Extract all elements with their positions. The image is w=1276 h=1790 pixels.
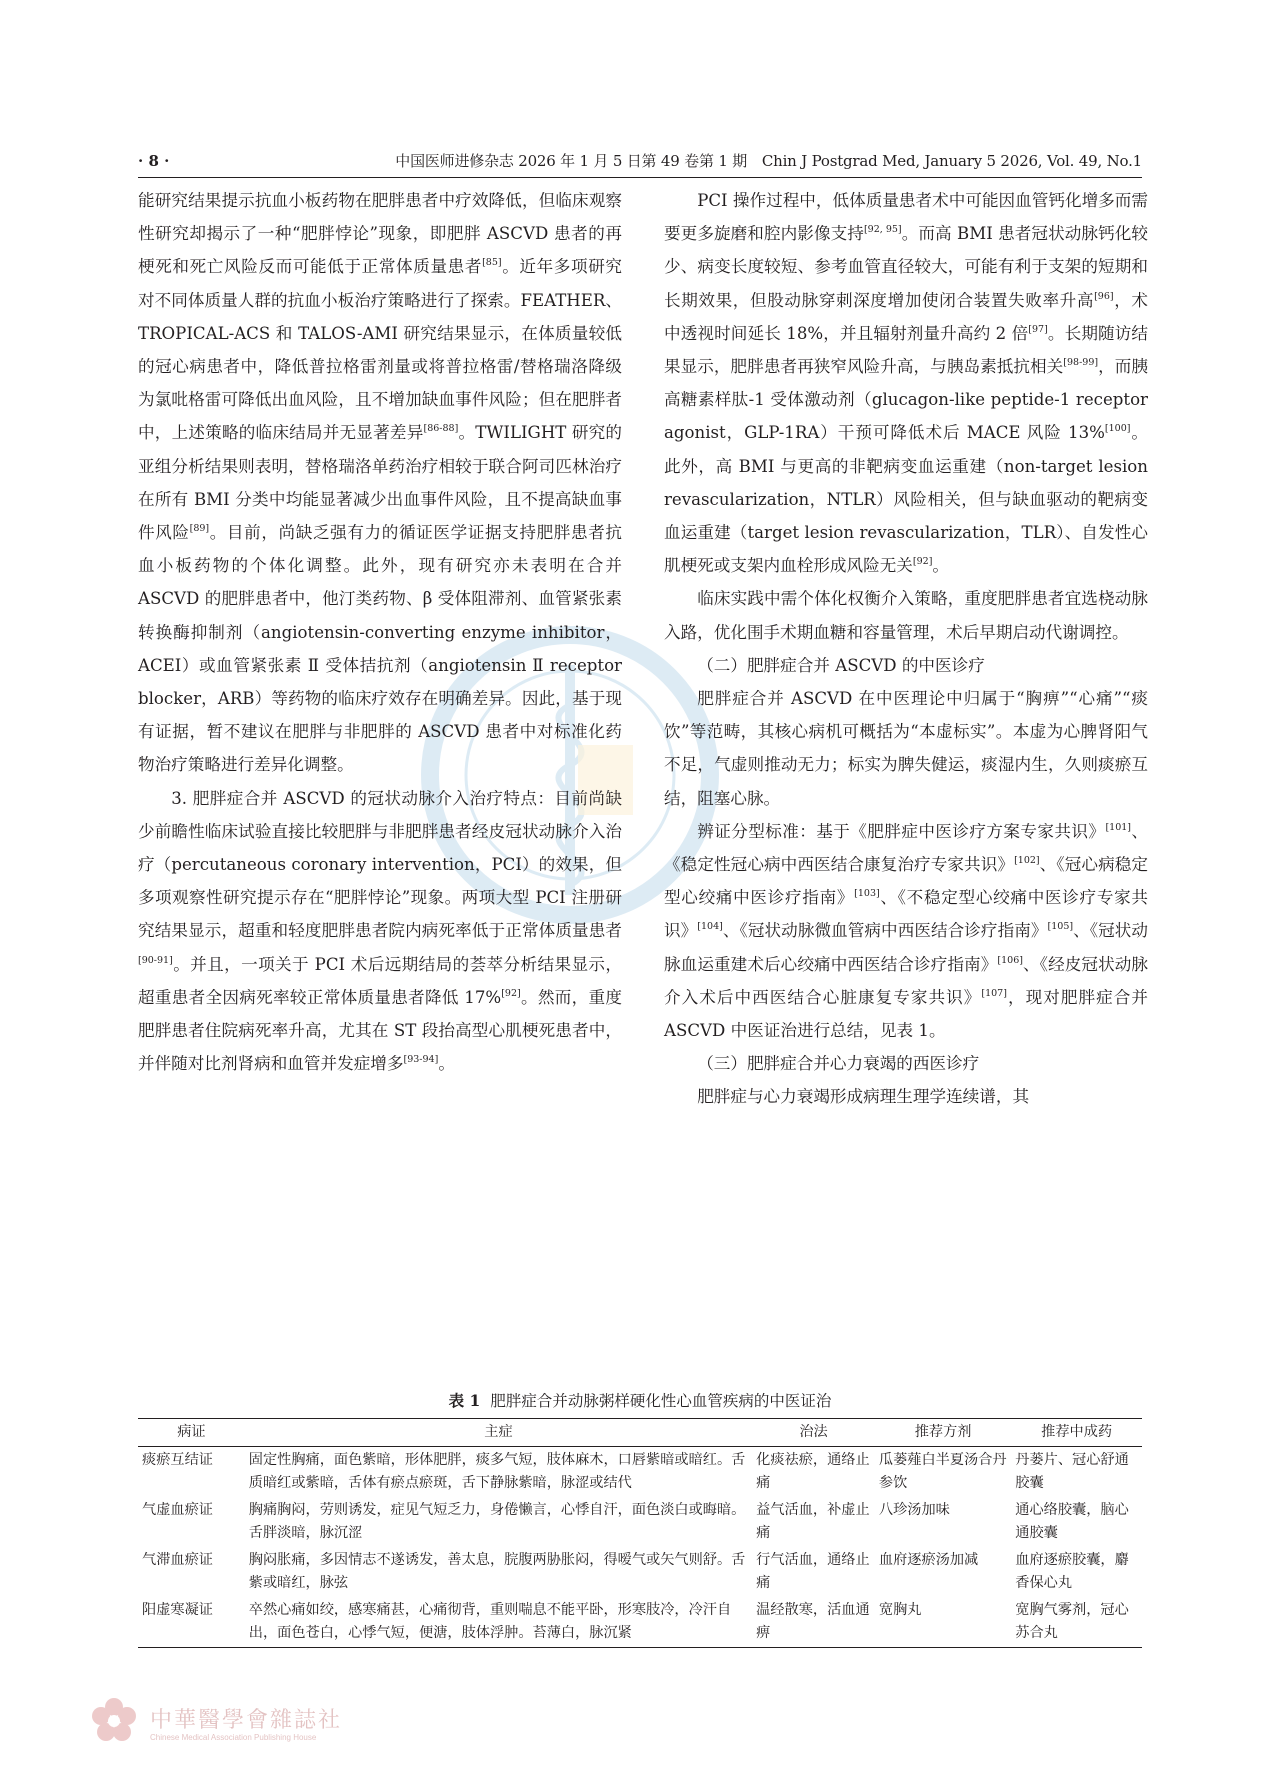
reference: [86-88] — [423, 423, 459, 435]
paragraph — [138, 782, 622, 1081]
text: 、《稳定性冠心病中西医结合康复治疗专家共识》 — [664, 821, 1149, 875]
text: 。并且，一项关于 PCI 术后远期结局的荟萃分析结果显示，超重患者全因病死率较正常体质量患者降低 17% — [138, 954, 622, 1007]
reference: [93-94] — [403, 1054, 439, 1066]
table-cell: 阳虚寒凝证 — [138, 1597, 245, 1648]
reference: [96] — [1094, 290, 1114, 302]
reference: [92, 95] — [863, 224, 902, 236]
table-cell: 血府逐瘀汤加减 — [878, 1552, 979, 1568]
text: 、《冠状动脉血运重建术后心绞痛中西医结合诊疗指南》 — [664, 921, 1149, 974]
table-cell: 卒然心痛如绞，感寒痛甚，心痛彻背，重则喘息不能平卧，形寒肢冷，冷汗自出，面色苍白，心悸气短，便溏，肢体浮肿。苔薄白，脉沉紧 — [245, 1597, 752, 1648]
text: 辨证分型标准：基于《肥胖症中医诊疗方案专家共识》 — [697, 821, 1106, 841]
text: ，现对肥胖症合并 ASCVD 中医证治进行总结，见表 1。 — [664, 987, 1148, 1041]
table-cell: 温经散寒，活血通痹 — [752, 1597, 875, 1648]
table-row — [138, 1597, 1142, 1648]
right-column — [664, 184, 1148, 1114]
reference: [90-91] — [138, 954, 173, 966]
paragraph — [138, 184, 622, 782]
reference: [92] — [501, 987, 521, 999]
column-header: 病证 — [138, 1419, 245, 1447]
column-header: 推荐方剂 — [875, 1419, 1011, 1447]
table-header-row — [138, 1419, 1142, 1447]
table-cell: 通心络胶囊，脑心通胶囊 — [1015, 1502, 1129, 1541]
journal-citation-line: 中国医师进修杂志 2026 年 1 月 5 日第 49 卷第 1 期 Chin J Postgrad Med, January 5 2026, Vol. 49, No.1 — [395, 152, 1142, 170]
flower-logo-icon — [88, 1695, 140, 1747]
reference: [100] — [1104, 423, 1131, 435]
reference: [92] — [912, 556, 933, 568]
text: 能研究结果提示抗血小板药物在肥胖患者中疗效降低，但临床观察性研究却揭示了一种“肥胖悖论”现象，即肥胖 ASCVD 患者的再梗死和死亡风险反而可能低于正常体质量患者 — [138, 191, 622, 277]
reference: [85] — [482, 257, 502, 269]
text: 。近年多项研究对不同体质量人群的抗血小板治疗策略进行了探索。FEATHER、TROPICAL-ACS 和 TALOS-AMI 研究结果显示，在体质量较低的冠心病患者中，降低普拉格雷剂量或将普拉格雷/替格瑞洛降级为氯吡格雷可降低出血风险，且不增加缺血事件风险；但在肥胖者中，上述策略的临床结局并无显著差异 — [138, 257, 622, 443]
table-number: 表 1 — [448, 1391, 481, 1410]
paragraph: 肥胖症合并 ASCVD 在中医理论中归属于“胸痹”“心痛”“痰饮”等范畴，其核心病机可概括为“本虚标实”。本虚为心脾肾阳气不足，气虚则推动无力；标实为脾失健运，痰湿内生，久则痰瘀互结，阻塞心脉。 — [664, 689, 1148, 808]
table-cell: 胸痛胸闷，劳则诱发，症见气短乏力，身倦懒言，心悸自汗，面色淡白或晦暗。舌胖淡暗，脉沉涩 — [248, 1502, 746, 1541]
reference: [101] — [1105, 821, 1131, 833]
table-cell: 瓜蒌薤白半夏汤合丹参饮 — [878, 1452, 1007, 1491]
text: 。 — [438, 1054, 455, 1074]
table-cell: 丹蒌片、冠心舒通胶囊 — [1015, 1452, 1129, 1491]
table-cell: 气虚血瘀证 — [142, 1502, 213, 1518]
publisher-logo — [88, 1695, 688, 1755]
paragraph — [664, 184, 1148, 582]
column-header: 主症 — [245, 1419, 752, 1447]
section-heading: （三）肥胖症合并心力衰竭的西医诊疗 — [697, 1054, 980, 1074]
reference: [105] — [1047, 921, 1074, 933]
table-row — [138, 1547, 1142, 1597]
text: 。长期随访结果显示，肥胖患者再狭窄风险升高，与胰岛素抵抗相关 — [664, 323, 1149, 377]
tcm-syndrome-table — [138, 1418, 1142, 1648]
reference: [107] — [981, 987, 1007, 999]
table-cell: 固定性胸痛，面色紫暗，形体肥胖，痰多气短，肢体麻木，口唇紫暗或暗红。舌质暗红或紫暗，舌体有瘀点瘀斑，舌下静脉紫暗，脉涩或结代 — [248, 1452, 746, 1491]
text: 。 — [932, 556, 950, 576]
table-cell: 宽胸丸 — [875, 1597, 1011, 1648]
text: ，而胰高糖素样肽-1 受体激动剂（glucagon-like peptide-1 receptor agonist，GLP-1RA）干预可降低术后 MACE 风险 13% — [664, 357, 1149, 443]
reference: [102] — [1014, 855, 1040, 867]
section-heading: （二）肥胖症合并 ASCVD 的中医诊疗 — [697, 655, 985, 675]
table-caption — [138, 1388, 1142, 1418]
text: PCI 操作过程中，低体质量患者术中可能因血管钙化增多而需要更多旋磨和腔内影像支持 — [664, 191, 1148, 244]
column-header: 治法 — [752, 1419, 875, 1447]
reference: [103] — [854, 888, 880, 900]
table-cell: 气滞血瘀证 — [142, 1552, 213, 1568]
text: 。然而，重度肥胖患者住院病死率升高，尤其在 ST 段抬高型心肌梗死患者中，并伴随对比剂肾病和血管并发症增多 — [138, 987, 623, 1074]
publisher-name-en: Chinese Medical Association Publishing House — [150, 1733, 317, 1742]
table-cell: 宽胸气雾剂，冠心苏合丸 — [1011, 1597, 1142, 1648]
text: ，术中透视时间延长 18%，并且辐射剂量升高约 2 倍 — [664, 290, 1148, 343]
reference: [106] — [997, 954, 1023, 966]
paragraph — [664, 815, 1148, 1047]
table-row — [138, 1447, 1142, 1498]
text: 、《冠状动脉微血管病中西医结合诊疗指南》 — [722, 921, 1048, 941]
reference: [98-99] — [1063, 357, 1099, 369]
left-column — [138, 184, 622, 1080]
paragraph: 肥胖症与心力衰竭形成病理生理学连续谱，其 — [697, 1087, 1030, 1107]
text: 。而高 BMI 患者冠状动脉钙化较少、病变长度较短、参考血管直径较大，可能有利于支架的短期和长期效果，但股动脉穿刺深度增加使闭合装置失败率升高 — [664, 224, 1148, 310]
text: 、《经皮冠状动脉介入术后中西医结合心脏康复专家共识》 — [664, 954, 1149, 1007]
text: 3. 肥胖症合并 ASCVD 的冠状动脉介入治疗特点：目前尚缺少前瞻性临床试验直接比较肥胖与非肥胖患者经皮冠状动脉介入治疗（percutaneous coronary intervention，PCI）的效果，但多项观察性研究提示存在“肥胖悖论”现象。两项大型 PCI 注册研究结果显示，超重和轻度肥胖患者院内病死率低于正常体质量患者 — [138, 788, 622, 941]
text: 。此外，高 BMI 与更高的非靶病变血运重建（non-target lesion revascularization，NTLR）风险相关，但与缺血驱动的靶病变血运重建（target lesion revascularization，TLR）、自发性心肌梗死或支架内血栓形成风险无关 — [664, 423, 1149, 576]
reference: [104] — [697, 921, 723, 933]
table-cell: 化痰祛瘀，通络止痛 — [756, 1452, 870, 1491]
table-cell: 痰瘀互结证 — [142, 1452, 213, 1468]
table-cell: 血府逐瘀胶囊，麝香保心丸 — [1015, 1552, 1129, 1591]
text: 。TWILIGHT 研究的亚组分析结果则表明，替格瑞洛单药治疗相较于联合阿司匹林治疗在所有 BMI 分类中均能显著减少出血事件风险，且不提高缺血事件风险 — [138, 423, 623, 543]
page-number: · 8 · — [138, 152, 170, 170]
table-title: 肥胖症合并动脉粥样硬化性心血管疾病的中医证治 — [490, 1392, 832, 1410]
table-cell: 益气活血，补虚止痛 — [756, 1502, 870, 1541]
header-rule — [138, 177, 1142, 178]
column-header: 推荐中成药 — [1011, 1419, 1142, 1447]
reference: [97] — [1028, 323, 1048, 335]
table-cell: 八珍汤加味 — [878, 1502, 950, 1518]
paragraph: 临床实践中需个体化权衡介入策略，重度肥胖患者宜选桡动脉入路，优化围手术期血糖和容量管理，术后早期启动代谢调控。 — [664, 589, 1148, 642]
reference: [89] — [189, 523, 210, 535]
table-1 — [138, 1388, 1142, 1648]
text: 、《不稳定型心绞痛中医诊疗专家共识》 — [664, 888, 1149, 941]
text: 、《冠心病稳定型心绞痛中医诊疗指南》 — [664, 855, 1148, 908]
table-row — [138, 1497, 1142, 1547]
table-cell: 行气活血，通络止痛 — [756, 1552, 870, 1591]
publisher-name-cn: 中華醫學會雜誌社 — [150, 1708, 343, 1733]
page-header — [138, 148, 1142, 174]
table-cell: 胸闷胀痛，多因情志不遂诱发，善太息，脘腹两胁胀闷，得嗳气或矢气则舒。舌紫或暗红，脉弦 — [248, 1552, 746, 1591]
text: 。目前，尚缺乏强有力的循证医学证据支持肥胖患者抗血小板药物的个体化调整。此外，现有研究亦未表明在合并 ASCVD 的肥胖患者中，他汀类药物、β 受体阻滞剂、血管紧张素转换酶抑制剂（angiotensin-converting enzyme inhibitor，ACEI）或血管紧张素 Ⅱ 受体拮抗剂（angiotensin Ⅱ receptor blocker，ARB）等药物的临床疗效存在明确差异。因此，基于现有证据，暂不建议在肥胖与非肥胖的 ASCVD 患者中对标准化药物治疗策略进行差异化调整。 — [138, 523, 622, 775]
